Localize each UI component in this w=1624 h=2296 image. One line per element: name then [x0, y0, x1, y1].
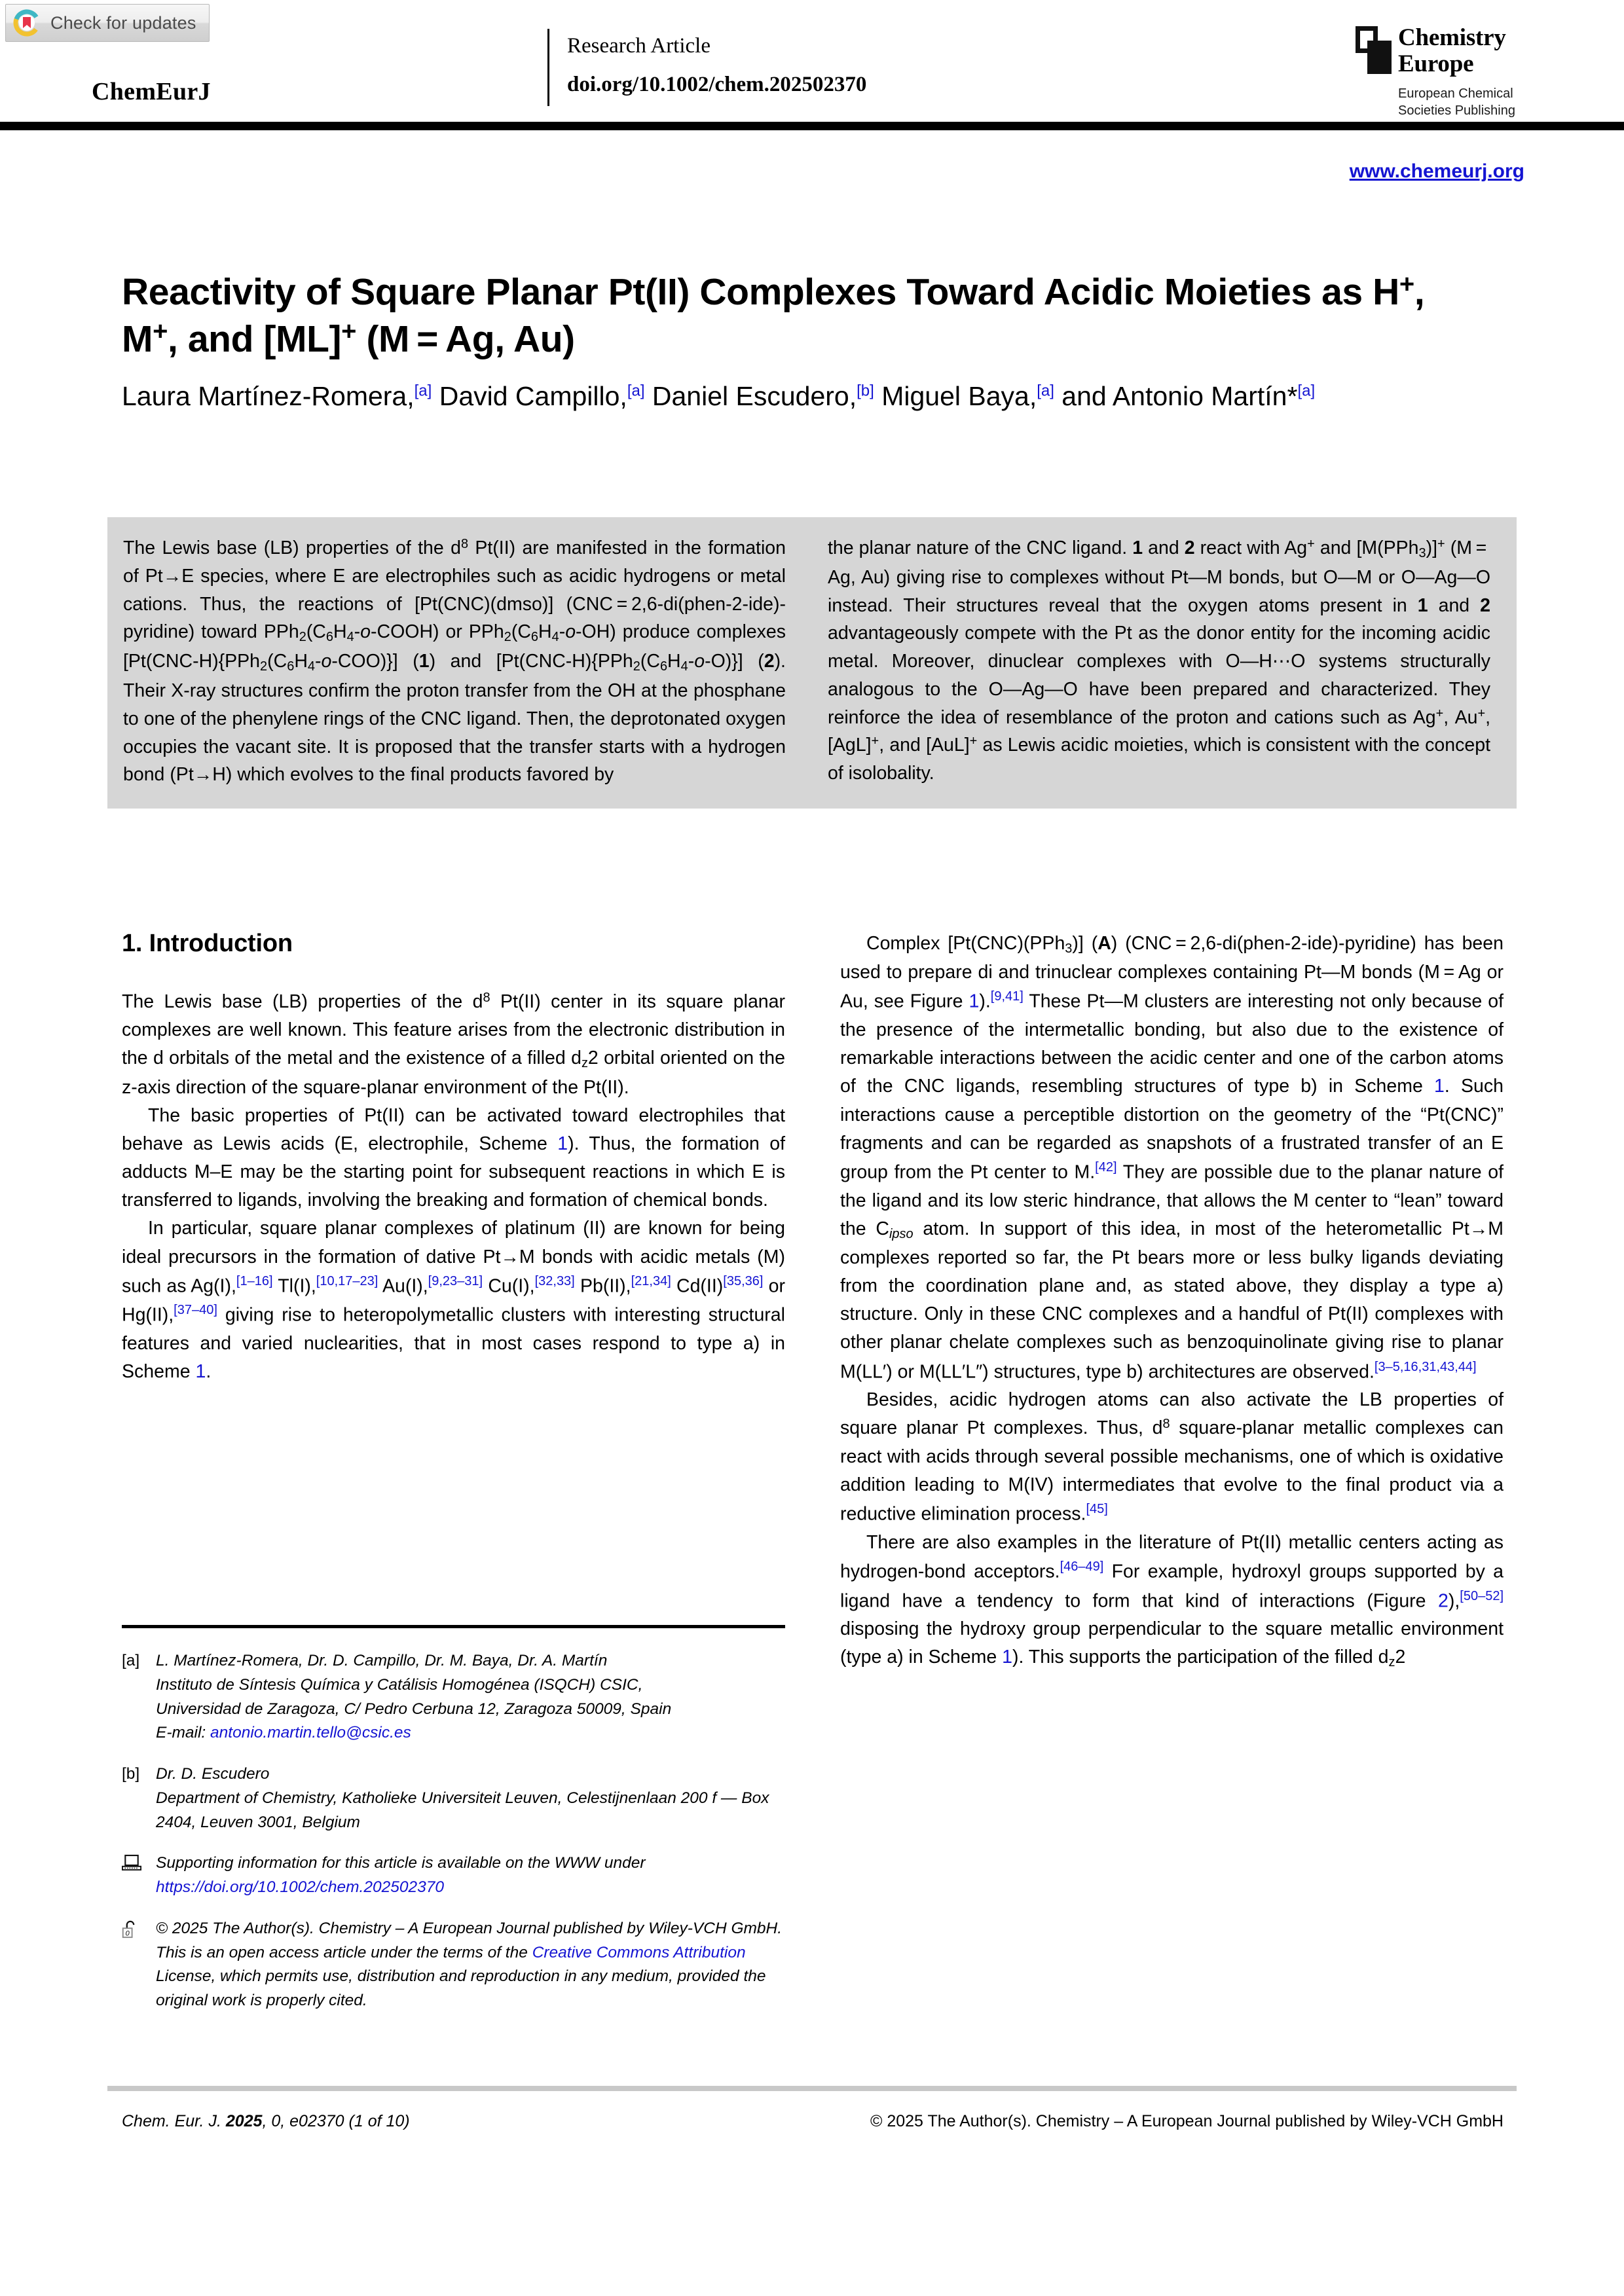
- paragraph: Complex [Pt(CNC)(PPh$_3$)] (A) (CNC = 2,6-di(phen-2-ide)-pyridine) has been used to prepare di and trinuclear complexes containing Pt—M bonds (M = Ag or Au, see Figure 1).[9,41] These Pt—M clusters are interesting not only because of the presence of the intermetallic bonding, but also due to the existence of remarkable interactions between the acidic center and one of the carbon atoms of the CNC ligands, resembling structures of type b) in Scheme 1. Such interactions cause a perceptible distortion on the geometry of the “Pt(CNC)” fragments and can be regarded as snapshots of a frustrated transfer of an E group from the Pt center to M.[42] They are possible due to the planar nature of the ligand and its low steric hindrance, that allows the M center to “lean” toward the $C_{ipso}$ atom. In support of this idea, in most of the heterometallic Pt→M complexes reported so far, the Pt bears more or less bulky ligands deviating from the coordination plane and, as stated above, they display a type a) structure. Only in these CNC complexes and a handful of Pt(II) complexes with other planar chelate complexes such as benzoquinolinate giving rise to planar M(LL′) or M(LL′L″) structures, type b) architectures are observed.[3–5,16,31,43,44]: [840, 933, 1504, 1383]
- chemistry-europe-mark-icon: [1356, 26, 1392, 77]
- chemistry-europe-wordmark: [1398, 25, 1506, 77]
- chemistry-europe-tagline: [1398, 85, 1519, 120]
- paragraph: Besides, acidic hydrogen atoms can also activate the LB properties of square planar Pt complexes. Thus, $d^8$ square-planar metallic complexes can react with acids through several possible mechanisms, one of which is oxidative addition leading to M(IV) intermediates that evolve to the final product via a reductive elimination process.[45]: [840, 1389, 1504, 1525]
- masthead-divider: [547, 29, 549, 106]
- abstract-box: [107, 517, 1517, 809]
- footer-citation: Chem. Eur. J. 2025, 0, e02370 (1 of 10): [122, 2112, 410, 2130]
- footnotes-block: [122, 1625, 785, 2030]
- footnote-item: [122, 1917, 785, 2013]
- footer-divider: [107, 2086, 1517, 2091]
- logo-line-2: Europe: [1398, 50, 1474, 77]
- body-column-left: [122, 930, 785, 1673]
- doi-text[interactable]: doi.org/10.1002/chem.202502370: [567, 72, 867, 96]
- chemistry-europe-logo: [1356, 25, 1519, 120]
- footnote-text: Supporting information for this article is available on the WWW under https://doi.org/10.1002/chem.202502370: [156, 1854, 646, 1896]
- masthead-center-block: [567, 31, 866, 99]
- abstract-column-right: the planar nature of the CNC ligand. 1 and 2 react with Ag+ and [M(PPh$_3$)]+ (M = Ag, Au) giving rise to complexes without Pt—M bonds, but O—M or O—Ag—O instead. Their structures reveal that the oxygen atoms present in 1 and 2 advantageously compete with the Pt as the donor entity for the incoming acidic metal. Moreover, dinuclear complexes with O—H⋯O systems structurally analogous to the O—Ag—O have been prepared and characterized. They reinforce the idea of resemblance of the proton and cations such as Ag+, Au+, [AgL]+, and [AuL]+ as Lewis acidic moieties, which is consistent with the concept of isolobality.: [828, 537, 1491, 784]
- footnote-text: L. Martínez-Romera, Dr. D. Campillo, Dr. M. Baya, Dr. A. Martín Instituto de Síntesis Química y Catálisis Homogénea (ISQCH) CSIC, Universidad de Zaragoza, C/ Pedro Cerbuna 12, Zaragoza 50009, Spain E-mail: antonio.martin.tello@csic.es: [156, 1652, 672, 1742]
- body-columns: [122, 930, 1504, 1673]
- section-heading-introduction: 1. Introduction: [122, 930, 293, 957]
- footnote-item: [122, 1762, 785, 1834]
- journal-short-title: ChemEurJ: [92, 78, 211, 105]
- footnote-text: © 2025 The Author(s). Chemistry – A European Journal published by Wiley-VCH GmbH. This is an open access article under the terms of the Creative Commons Attribution License, which permits use, distribution and reproduction in any medium, provided the original work is properly cited.: [156, 1919, 783, 2009]
- paragraph: The Lewis base (LB) properties of the $d^8$ Pt(II) center in its square planar complexes are well known. This feature arises from the electronic distribution in the d orbitals of the metal and the existence of a filled $d_z2$ orbital oriented on the z-axis direction of the square-planar environment of the Pt(II).: [122, 991, 786, 1098]
- footnote-item: [122, 1649, 785, 1745]
- abstract-column-left: The Lewis base (LB) properties of the $d^8$ Pt(II) are manifested in the formation of Pt→E species, where E are electrophiles such as acidic hydrogens or metal cations. Thus, the reactions of [Pt(CNC)(dmso)] (CNC = 2,6-di(phen-2-ide)-pyridine) toward $PPh_2(C_6H_4-o-COOH)$ or $PPh_2(C_6H_4-o-OH)$ produce complexes $[Pt(CNC-H)\{PPh_2(C_6H_4-o-COO)\}]$ (1) and $[Pt(CNC-H)\{PPh_2(C_6H_4-o-O)\}]$ (2). Their X-ray structures confirm the proton transfer from the OH at the phosphane to one of the phenylene rings of the CNC ligand. Then, the deprotonated oxygen occupies the vacant site. It is proposed that the transfer starts with a hydrogen bond (Pt→H) which evolves to the final products favored by: [123, 537, 786, 786]
- footnotes-divider: [122, 1625, 785, 1628]
- logo-line-1: Chemistry: [1398, 24, 1506, 51]
- open-access-lock-icon: [122, 1917, 156, 2013]
- article-type-kicker: Research Article: [567, 34, 710, 58]
- page-footer: [122, 2112, 1504, 2131]
- footnote-marker: [b]: [122, 1765, 140, 1783]
- footer-copyright: © 2025 The Author(s). Chemistry – A European Journal published by Wiley-VCH GmbH: [870, 2112, 1504, 2130]
- paragraph: In particular, square planar complexes of platinum (II) are known for being ideal precursors in the formation of dative Pt→M bonds with acidic metals (M) such as Ag(I),[1–16] Tl(I),[10,17–23] Au(I),[9,23–31] Cu(I),[32,33] Pb(II),[21,34] Cd(II)[35,36] or Hg(II),[37–40] giving rise to heteropolymetallic clusters with interesting structural features and varied nuclearities, that in most cases respond to type a) in Scheme 1.: [122, 1218, 786, 1383]
- laptop-icon: [122, 1851, 156, 1900]
- author-list: Laura Martínez-Romera,[a] David Campillo,[a] Daniel Escudero,[b] Miguel Baya,[a] and Antonio Martín*[a]: [122, 381, 1316, 411]
- paragraph: The basic properties of Pt(II) can be activated toward electrophiles that behave as Lewis acids (E, electrophile, Scheme 1). Thus, the formation of adducts M–E may be the starting point for subsequent reactions in which E is transferred to ligands, involving the breaking and formation of chemical bonds.: [122, 1104, 785, 1211]
- body-column-right: [840, 930, 1504, 1673]
- footnote-marker: [a]: [122, 1652, 140, 1669]
- footnote-item: [122, 1851, 785, 1900]
- tagline-line-1: European Chemical: [1398, 86, 1513, 101]
- svg-text:0: 0: [125, 1929, 130, 1938]
- footnote-text: Dr. D. Escudero Department of Chemistry, Katholieke Universiteit Leuven, Celestijnenlaan 200 f — Box 2404, Leuven 3001, Belgium: [156, 1765, 769, 1831]
- journal-website-link[interactable]: www.chemeurj.org: [1349, 160, 1524, 182]
- masthead-rule: [0, 122, 1624, 130]
- page-title: Reactivity of Square Planar Pt(II) Complexes Toward Acidic Moieties as H+, M+, and [ML]+ (M = Ag, Au): [122, 270, 1425, 360]
- tagline-line-2: Societies Publishing: [1398, 103, 1515, 118]
- paragraph: There are also examples in the literature of Pt(II) metallic centers acting as hydrogen-bond acceptors.[46–49] For example, hydroxyl groups supported by a ligand have a tendency to form that kind of interactions (Figure 2),[50–52] disposing the hydroxy group perpendicular to the square metallic environment (type a) in Scheme 1). This supports the participation of the filled $d_z2$: [840, 1531, 1504, 1670]
- check-for-updates-label: Check for updates: [50, 12, 196, 33]
- masthead: [0, 0, 1624, 134]
